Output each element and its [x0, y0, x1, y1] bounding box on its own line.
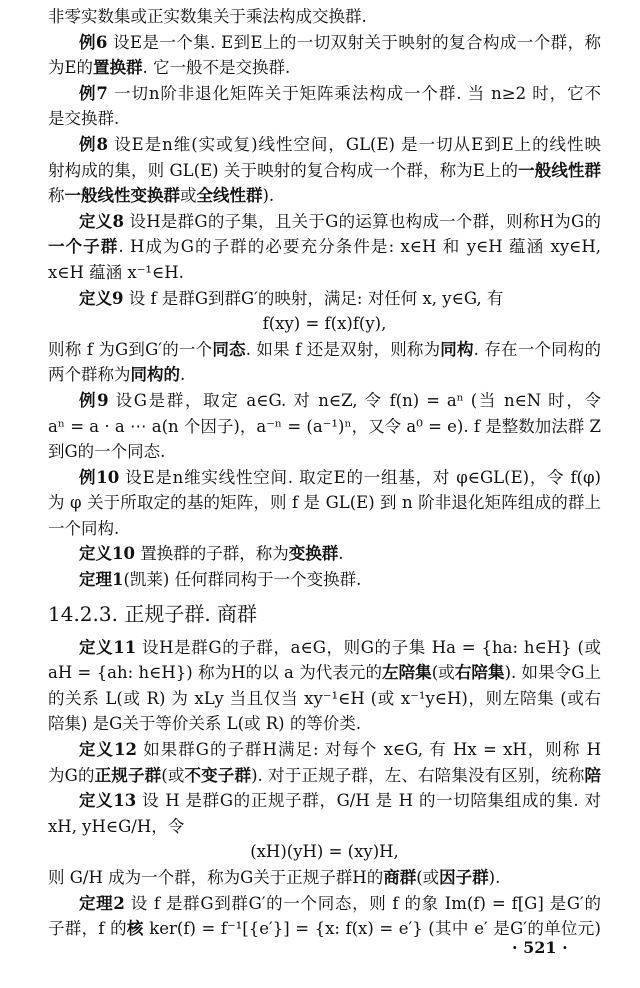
formula-line: [48, 311, 601, 337]
text-line: [48, 635, 601, 661]
text-run: (xH)(yH) = (xy)H,: [250, 842, 399, 862]
bold-term: 正规子群: [94, 765, 162, 785]
text-line: [48, 106, 601, 132]
text-run: aⁿ = a · a ⋯ a(n 个因子)，a⁻ⁿ = (a⁻¹)ⁿ，又令 a⁰ = e). f 是整数加法群 Z: [48, 416, 601, 436]
text-line: [48, 490, 601, 516]
formula-line: [48, 839, 601, 865]
bold-term: 定理1: [79, 570, 124, 590]
bold-term: 一个子群: [48, 237, 119, 257]
text-run: . 如果 f 还是双射，则称为: [245, 339, 441, 359]
text-run: f(xy) = f(x)f(y),: [262, 314, 387, 334]
bold-term: 定义12: [79, 740, 137, 760]
bold-term: 例10: [79, 467, 120, 487]
text-line: [48, 788, 601, 814]
text-line: [48, 516, 601, 542]
text-line: [48, 865, 601, 891]
text-line: [48, 362, 601, 388]
bold-term: 右陪集: [454, 663, 505, 683]
text-line: [48, 660, 601, 686]
bold-term: 定义11: [79, 637, 137, 657]
text-run: 14.2.3. 正规子群. 商群: [48, 601, 258, 626]
bold-term: 例8: [79, 134, 108, 154]
text-run: .: [338, 544, 344, 564]
text-line: [48, 439, 601, 465]
text-run: 如果群G的子群H满足: 对每个 x∈G, 有 Hx = xH，则称 H: [137, 740, 601, 760]
text-line: [48, 4, 601, 30]
text-run: . H成为G的子群的必要充分条件是: x∈H 和 y∈H 蕴涵 xy∈H,: [118, 237, 601, 257]
text-line: [48, 337, 601, 363]
bold-term: 因子群: [439, 868, 489, 887]
bold-term: 例9: [79, 390, 109, 410]
text-run: 设 H 是群G的正规子群，G/H 是 H 的一切陪集组成的集. 对: [136, 791, 601, 811]
text-run: 设E是一个集. E到E上的一切双射关于映射的复合构成一个群，称: [107, 32, 601, 52]
section-heading: [48, 597, 601, 631]
text-line: [48, 183, 601, 209]
bold-term: 一般线性变换群: [64, 186, 180, 206]
text-run: 置换群的子群，称为: [134, 544, 289, 564]
text-line: [48, 737, 601, 763]
bold-term: 陪: [584, 765, 601, 785]
bold-term: 例6: [79, 32, 108, 52]
text-line: [48, 81, 601, 107]
text-line: [48, 711, 601, 737]
text-line: [48, 465, 601, 491]
text-run: .: [180, 365, 186, 385]
page-body: [48, 4, 601, 942]
bold-term: 定义9: [79, 288, 124, 308]
bold-term: 不变子群: [184, 765, 252, 785]
text-run: 为 φ 关于所取定的基的矩阵，则 f 是 GL(E) 到 n 阶非退化矩阵组成的群上: [48, 493, 601, 513]
text-run: 非零实数集或正实数集关于乘法构成交换群.: [48, 7, 367, 26]
text-run: 设G是群，取定 a∈G. 对 n∈Z, 令 f(n) = aⁿ (当 n∈N 时，令: [108, 390, 601, 410]
text-run: (凯莱) 任何群同构于一个变换群.: [123, 570, 362, 590]
bold-term: 定义8: [79, 211, 124, 231]
text-run: . 它一般不是交换群.: [142, 58, 291, 78]
bold-term: 置换群: [93, 58, 143, 78]
text-run: (或: [416, 868, 440, 887]
text-line: [48, 55, 601, 81]
text-run: 或: [180, 186, 197, 206]
text-run: 为E的: [48, 58, 94, 78]
text-line: [48, 209, 601, 235]
bold-term: 商群: [383, 868, 417, 887]
bold-term: 例7: [79, 83, 108, 103]
text-run: 设 f 是群G到群G′的映射，满足: 对任何 x, y∈G, 有: [123, 288, 504, 308]
bold-term: 变换群: [288, 544, 339, 564]
bold-term: 同构的: [130, 365, 180, 385]
text-run: 子群，f 的: [48, 919, 127, 939]
text-line: [48, 763, 601, 789]
text-run: 设E是n维实线性空间. 取定E的一组基，对 φ∈GL(E)，令 f(φ): [119, 467, 601, 487]
text-line: [48, 567, 601, 593]
text-run: 一切n阶非退化矩阵关于矩阵乘法构成一个群. 当 n≥2 时，它不: [107, 83, 601, 103]
text-run: ker(f) = f⁻¹[{e′}] = {x: f(x) = e′} (其中 e′ 是G′的单位元): [143, 919, 601, 939]
text-line: [48, 234, 601, 260]
text-run: (或: [161, 765, 185, 785]
text-run: . 存在一个同构的: [473, 339, 601, 359]
text-line: [48, 286, 601, 312]
text-run: 设 f 是群G到群G′的一个同态，则 f 的象 Im(f) = f[G] 是G′的: [124, 893, 601, 913]
text-run: 的关系 L(或 R) 为 xLy 当且仅当 xy⁻¹∈H (或 x⁻¹y∈H)，则左陪集 (或右: [48, 688, 601, 708]
bold-term: 核: [126, 919, 144, 939]
text-run: ).: [488, 868, 501, 887]
text-run: xH, yH∈G/H，令: [48, 816, 185, 836]
text-run: 则 G/H 成为一个群，称为G关于正规子群H的: [48, 868, 384, 887]
text-line: [48, 414, 601, 440]
text-run: aH = {ah: h∈H}) 称为H的以 a 为代表元的: [48, 663, 383, 683]
text-line: [48, 388, 601, 414]
text-run: x∈H 蕴涵 x⁻¹∈H.: [48, 262, 184, 282]
text-run: 设H是群G的子集，且关于G的运算也构成一个群，则称H为G的: [124, 211, 601, 231]
text-run: 设H是群G的子群，a∈G，则G的子集 Ha = {ha: h∈H} (或: [136, 637, 601, 657]
bold-term: 同构: [440, 339, 474, 359]
text-run: 是交换群.: [48, 109, 120, 129]
bold-term: 同态: [212, 339, 246, 359]
text-run: 到G的一个同态.: [48, 442, 166, 462]
text-line: [48, 158, 601, 184]
text-line: [48, 541, 601, 567]
text-run: 两个群称为: [48, 365, 131, 385]
text-line: [48, 814, 601, 840]
text-run: ). 如果令G上: [504, 663, 601, 683]
text-line: [48, 891, 601, 917]
text-line: [48, 132, 601, 158]
bold-term: 定义10: [79, 544, 135, 564]
text-run: 射构成的集，则 GL(E) 关于映射的复合构成一个群，称为E上的: [48, 160, 519, 180]
bold-term: 全线性群: [196, 186, 263, 206]
text-run: 则称 f 为G到G′的一个: [48, 339, 213, 359]
text-line: [48, 30, 601, 56]
text-run: 一个同构.: [48, 518, 120, 538]
text-run: (或: [431, 663, 455, 683]
text-run: 为G的: [48, 765, 95, 785]
text-line: [48, 686, 601, 712]
bold-term: 一般线性群: [518, 160, 601, 180]
page-number: · 521 ·: [512, 938, 568, 957]
bold-term: 左陪集: [382, 663, 432, 683]
bold-term: 定义13: [79, 791, 137, 811]
text-run: ). 对于正规子群，左、右陪集没有区别，统称: [251, 765, 585, 785]
text-run: 称: [48, 186, 65, 206]
text-run: 陪集) 是G关于等价关系 L(或 R) 的等价类.: [48, 714, 362, 734]
text-run: ).: [262, 186, 275, 206]
text-run: 设E是n维(实或复)线性空间，GL(E) 是一切从E到E上的线性映: [107, 134, 601, 154]
bold-term: 定理2: [79, 893, 125, 913]
text-line: [48, 260, 601, 286]
